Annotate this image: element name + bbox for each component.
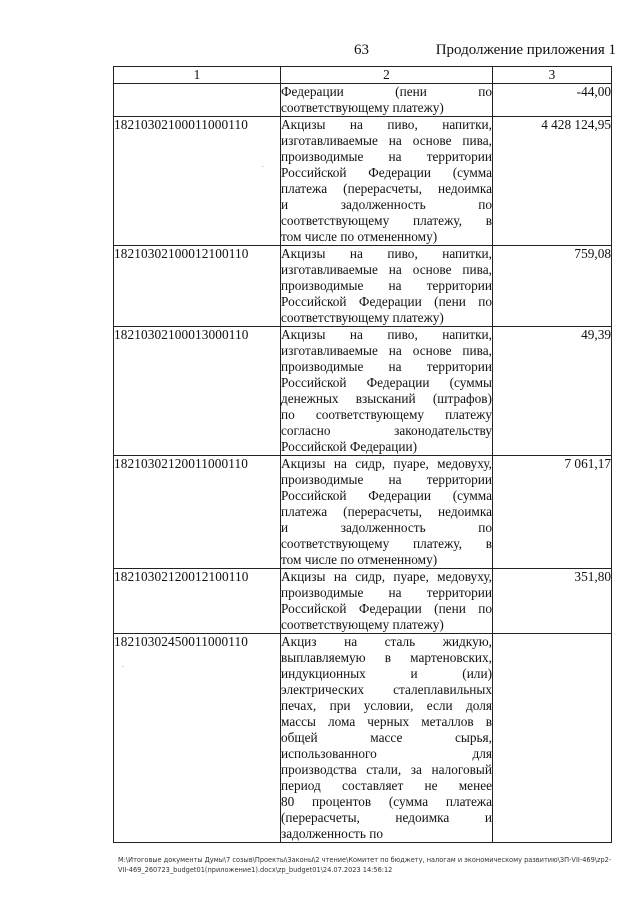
description-line: период составляет не менее <box>281 778 492 793</box>
description-line: и задолженность по <box>281 197 492 212</box>
description-line: по соответствующему платежу <box>281 407 492 422</box>
table-row <box>114 117 612 246</box>
description-line: выплавляемую в мартеновских, <box>281 650 492 665</box>
amount-value: 7 061,17 <box>493 456 612 569</box>
description-line: Российской Федерации (сумма <box>281 488 492 503</box>
description-line: денежных взысканий (штрафов) <box>281 391 492 406</box>
table-row <box>114 84 612 117</box>
description-line: производимые на территории <box>281 472 492 487</box>
revenue-description <box>281 456 493 569</box>
description-line: том числе по отмененному) <box>281 229 438 244</box>
revenue-code: 18210302100013000110 <box>114 327 281 456</box>
description-line: платежа (перерасчеты, недоимка <box>281 504 492 519</box>
description-line: соответствующему платежу) <box>281 100 444 115</box>
amount-value: 351,80 <box>493 569 612 634</box>
description-line: производимые на территории <box>281 585 492 600</box>
page-number: 63 <box>354 42 369 58</box>
revenue-description <box>281 634 493 843</box>
margin-dot: . <box>122 660 124 669</box>
description-line: (перерасчеты, недоимка и <box>281 810 492 825</box>
description-line: массы лома черных металлов в <box>281 714 492 729</box>
description-line: том числе по отмененному) <box>281 552 438 567</box>
description-line: Акцизы на сидр, пуаре, медовуху, <box>281 456 492 471</box>
description-line: задолженность по <box>281 826 384 841</box>
description-line: производимые на территории <box>281 359 492 374</box>
amount-value: 4 428 124,95 <box>493 117 612 246</box>
column-header: 2 <box>281 67 493 84</box>
description-line: и задолженность по <box>281 520 492 535</box>
amount-value: 759,08 <box>493 246 612 327</box>
description-line: согласно законодательству <box>281 423 492 438</box>
amount-value <box>493 634 612 843</box>
table-row <box>114 456 612 569</box>
description-line: производимые на территории <box>281 149 492 164</box>
amount-value: 49,39 <box>493 327 612 456</box>
revenue-description <box>281 569 493 634</box>
description-line: общей массе сырья, <box>281 730 492 745</box>
description-line: Акцизы на пиво, напитки, <box>281 327 492 342</box>
description-line: платежа (перерасчеты, недоимка <box>281 181 492 196</box>
revenue-description <box>281 246 493 327</box>
table-header-row <box>114 67 612 84</box>
description-line: соответствующему платежу) <box>281 310 444 325</box>
description-line: изготавливаемые на основе пива, <box>281 343 492 358</box>
table-row <box>114 569 612 634</box>
revenue-code: 18210302100011000110 <box>114 117 281 246</box>
description-line: Акцизы на сидр, пуаре, медовуху, <box>281 569 492 584</box>
description-line: Российской Федерации (суммы <box>281 375 492 390</box>
table-row <box>114 246 612 327</box>
column-header: 1 <box>114 67 281 84</box>
revenue-code: 18210302120011000110 <box>114 456 281 569</box>
description-line: индукционных и (или) <box>281 666 492 681</box>
description-line: электрических сталеплавильных <box>281 682 492 697</box>
description-line: Акцизы на пиво, напитки, <box>281 117 492 132</box>
description-line: печах, при условии, если доля <box>281 698 492 713</box>
column-header: 3 <box>493 67 612 84</box>
description-line: Российской Федерации (пени по <box>281 294 492 309</box>
table-row <box>114 634 612 843</box>
description-line: производимые на территории <box>281 278 492 293</box>
description-line: использованного для <box>281 746 492 761</box>
revenue-code <box>114 84 281 117</box>
description-line: 80 процентов (сумма платежа <box>281 794 492 809</box>
margin-dot: . <box>262 160 264 169</box>
description-line: Российской Федерации) <box>281 439 418 454</box>
revenue-description <box>281 117 493 246</box>
description-line: Акцизы на пиво, напитки, <box>281 246 492 261</box>
continuation-label: Продолжение приложения 1 <box>435 42 616 58</box>
table-row <box>114 327 612 456</box>
description-line: Российской Федерации (сумма <box>281 165 492 180</box>
description-line: соответствующему платежу) <box>281 617 444 632</box>
revenue-description <box>281 327 493 456</box>
revenue-code: 18210302120012100110 <box>114 569 281 634</box>
document-path-footer: M:\Итоговые документы Думы\7 созыв\Проекты\Законы\2 чтение\Комитет по бюджету, налогам и экономическому развитию\ЗП-VII-469\zp2-VII-469_260723_budget01(приложение1).docx\zp_budget01\24.07.2023 14:56:12 <box>118 856 612 874</box>
description-line: Акциз на сталь жидкую, <box>281 634 492 649</box>
description-line: Российской Федерации (пени по <box>281 601 492 616</box>
table-body <box>114 84 612 843</box>
revenue-code: 18210302450011000110 <box>114 634 281 843</box>
description-line: соответствующему платежу, в <box>281 536 492 551</box>
revenue-code: 18210302100012100110 <box>114 246 281 327</box>
amount-value: -44,00 <box>493 84 612 117</box>
revenue-description <box>281 84 493 117</box>
description-line: Федерации (пени по <box>281 84 492 99</box>
description-line: производства стали, за налоговый <box>281 762 492 777</box>
revenue-table <box>113 66 612 843</box>
description-line: изготавливаемые на основе пива, <box>281 262 492 277</box>
description-line: соответствующему платежу, в <box>281 213 492 228</box>
description-line: изготавливаемые на основе пива, <box>281 133 492 148</box>
